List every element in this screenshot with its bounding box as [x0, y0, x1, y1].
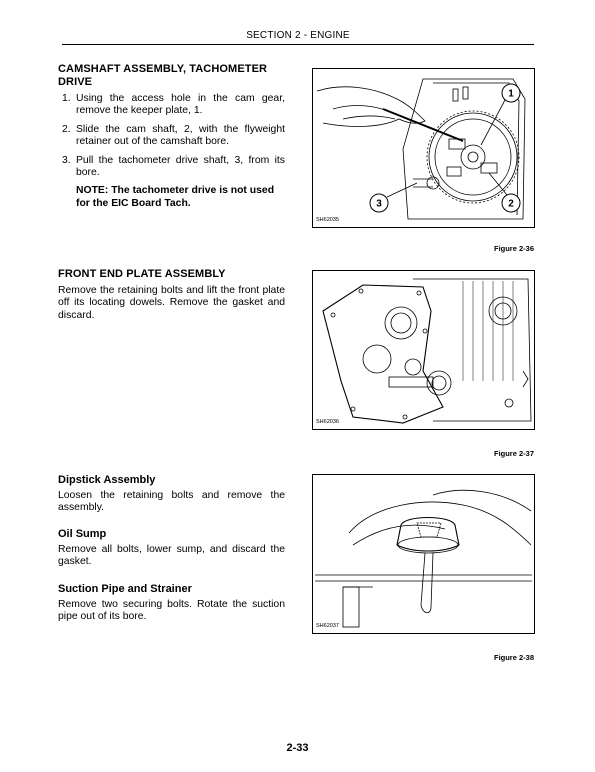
callout-1-label: 1: [508, 88, 514, 100]
figure-2-36-illustration: [312, 68, 535, 228]
figure-2-38-caption: Figure 2-38: [493, 653, 534, 662]
tach-note: NOTE: The tachometer drive is not used for the EIC Board Tach.: [76, 185, 275, 209]
step-2-text: Slide the cam shaft, 2, with the flyweight retainer out of the camshaft bore.: [76, 123, 285, 148]
section-dipstick: [58, 474, 285, 515]
step-3-number: 3.: [62, 154, 71, 166]
callout-3-label: 3: [376, 198, 382, 210]
step-1-text: Using the access hole in the cam gear, remove the keeper plate, 1.: [76, 93, 285, 117]
step-1: [58, 93, 285, 118]
section-suction-pipe: [58, 583, 285, 624]
figure-2-36-caption: Figure 2-36: [493, 244, 534, 253]
front-end-plate-heading: FRONT END PLATE ASSEMBLY: [58, 268, 226, 280]
dipstick-body: Loosen the retaining bolts and remove the assembly.: [58, 490, 285, 514]
front-end-plate-body: Remove the retaining bolts and lift the front plate off its locating dowels. Remove the gasket and discard.: [58, 285, 285, 321]
step-3-text: Pull the tachometer drive shaft, 3, from its bore.: [76, 154, 285, 179]
oil-sump-heading: Oil Sump: [58, 528, 107, 540]
page-number: 2-33: [286, 742, 309, 754]
oil-sump-body: Remove all bolts, lower sump, and discard the gasket.: [58, 544, 285, 568]
camshaft-gear-drawing: [313, 69, 534, 227]
section-camshaft: [58, 63, 285, 210]
section-front-end-plate: [58, 268, 285, 322]
camshaft-heading: CAMSHAFT ASSEMBLY, TACHOMETER DRIVE: [58, 63, 268, 88]
step-2-number: 2.: [62, 123, 71, 135]
figure-2-37-id: SH62036: [316, 419, 339, 425]
suction-pipe-heading: Suction Pipe and Strainer: [58, 583, 192, 595]
dipstick-heading: Dipstick Assembly: [58, 474, 156, 486]
step-3: [58, 155, 285, 180]
header-rule: [62, 44, 534, 45]
figure-2-38-illustration: [312, 474, 535, 634]
section-header: SECTION 2 - ENGINE: [246, 30, 350, 41]
figure-2-36-id: SH62035: [316, 217, 339, 223]
step-2: [58, 124, 285, 149]
figure-2-37-caption: Figure 2-37: [493, 449, 534, 458]
step-1-number: 1.: [62, 93, 71, 104]
suction-strainer-drawing: [313, 475, 534, 633]
figure-2-38-id: SH62037: [316, 623, 339, 629]
callout-2-label: 2: [508, 198, 514, 210]
camshaft-steps: [58, 93, 285, 179]
front-plate-drawing: [313, 271, 534, 429]
figure-2-37-illustration: [312, 270, 535, 430]
section-oil-sump: [58, 528, 285, 569]
suction-pipe-body: Remove two securing bolts. Rotate the suction pipe out of its bore.: [58, 599, 285, 623]
